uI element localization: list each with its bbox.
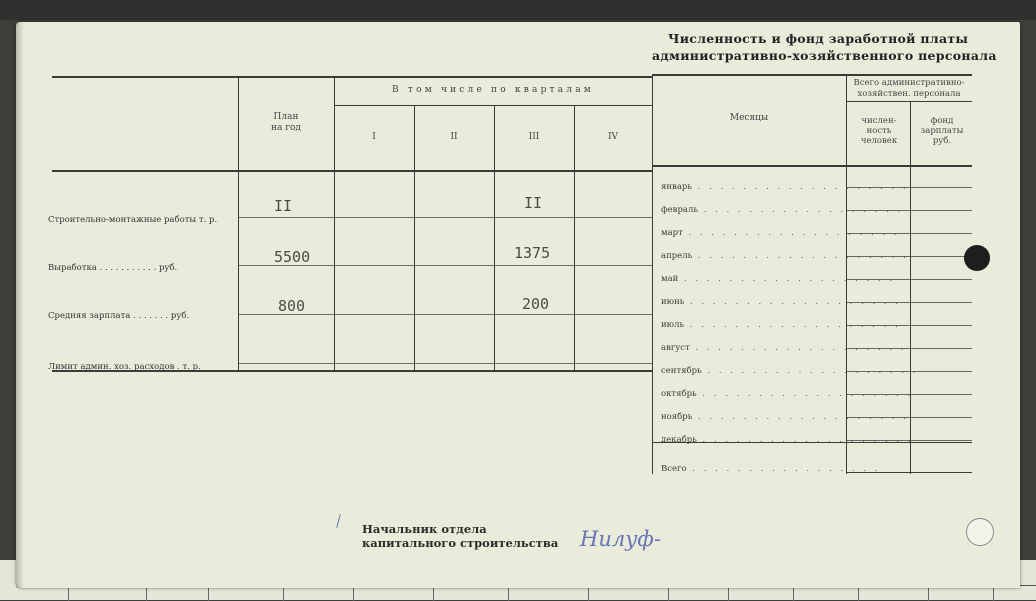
month-label: октябрь	[661, 389, 697, 399]
month-label: февраль	[661, 205, 699, 215]
month-row: декабрь . . . . . . . . . . . . . . . . . . .	[661, 435, 914, 445]
month-label: май	[661, 274, 679, 284]
left-table-vline-q2	[414, 106, 415, 370]
right-table-top-rule	[652, 74, 972, 76]
row-label-admin-limit: Лимит админ. хоз. расходов . т. р.	[48, 362, 201, 372]
month-row: май . . . . . . . . . . . . . . . . . . .	[661, 274, 896, 284]
document-sheet	[16, 22, 1020, 588]
signature-title-line1: Начальник отдела	[362, 522, 487, 536]
quarter-label-1: I	[372, 132, 376, 142]
quarter-label-4: IV	[607, 132, 619, 142]
quarter-label-2: II	[450, 132, 458, 142]
month-row: сентябрь . . . . . . . . . . . . . . . . . . .	[661, 366, 919, 376]
value-avg-salary-plan: 800	[278, 297, 306, 315]
right-table-header-rule	[652, 165, 972, 167]
quarter-label-3: III	[528, 132, 540, 142]
signature-title-line2: капитального строительства	[362, 536, 559, 550]
quarters-subheader-rule	[334, 105, 652, 106]
month-row: февраль . . . . . . . . . . . . . . . . . . .	[661, 205, 915, 215]
month-row: август . . . . . . . . . . . . . . . . . . .	[661, 343, 907, 353]
month-label: июнь	[661, 297, 685, 307]
value-avg-salary-q3: 200	[522, 295, 550, 313]
document-title-line2: административно-хозяйственного персонала	[652, 48, 997, 63]
left-table-vline-q4	[574, 106, 575, 370]
row-label-avg-salary: Средняя зарплата . . . . . . . руб.	[48, 311, 190, 321]
month-row: октябрь . . . . . . . . . . . . . . . . . . .	[661, 389, 914, 399]
month-row: январь . . . . . . . . . . . . . . . . . . .	[661, 182, 909, 192]
quarters-header: В том числе по кварталам	[392, 85, 594, 95]
handwritten-signature: Нилуф-	[580, 527, 661, 551]
row-rule-4	[238, 363, 652, 364]
month-label: март	[661, 228, 683, 238]
left-table-header-rule	[52, 170, 652, 172]
value-output-q3: 1375	[514, 244, 551, 262]
value-construction-q3: II	[524, 194, 543, 212]
month-total-label: Всего . . . . . . . . . . . . . . . . .	[661, 464, 881, 474]
left-table-vline-plan	[238, 76, 239, 370]
right-table-vline-months	[652, 74, 653, 474]
month-row: март . . . . . . . . . . . . . . . . . . .	[661, 228, 900, 238]
right-table-vline-fund	[910, 102, 911, 474]
punch-hole-upper	[964, 245, 990, 271]
scan-background-top	[0, 0, 1036, 20]
left-table-top-rule	[52, 76, 652, 78]
plan-header: План на год	[271, 112, 301, 133]
right-table-subheader-rule	[846, 101, 972, 102]
total-admin-header: Всего административно- хозяйствен. персонала	[853, 78, 965, 99]
sheet-edge-shadow	[16, 22, 24, 588]
value-output-plan: 5500	[274, 248, 311, 266]
month-label: август	[661, 343, 690, 353]
month-row: июль . . . . . . . . . . . . . . . . . . .	[661, 320, 901, 330]
month-row: апрель . . . . . . . . . . . . . . . . . . .	[661, 251, 909, 261]
month-label: январь	[661, 182, 692, 192]
month-label: декабрь	[661, 435, 697, 445]
document-title-line1: Численность и фонд заработной платы	[668, 31, 969, 46]
months-header: Месяцы	[729, 113, 769, 123]
month-label: ноябрь	[661, 412, 693, 422]
punch-hole-lower	[966, 518, 994, 546]
signature-tick-mark	[336, 514, 341, 528]
month-label: июль	[661, 320, 685, 330]
left-table-vline-q1	[334, 76, 335, 370]
value-construction-plan: II	[274, 197, 293, 215]
month-row: ноябрь . . . . . . . . . . . . . . . . . . .	[661, 412, 910, 422]
total-label: Всего	[661, 464, 687, 474]
headcount-header: числен- ность человек	[860, 116, 898, 146]
left-table-vline-q3	[494, 106, 495, 370]
month-label: апрель	[661, 251, 693, 261]
row-rule-1	[238, 217, 652, 218]
month-row: июнь . . . . . . . . . . . . . . . . . . .	[661, 297, 902, 307]
payroll-fund-header: фонд зарплаты руб.	[920, 116, 964, 146]
month-label: сентябрь	[661, 366, 702, 376]
row-label-construction: Строительно-монтажные работы т. р.	[48, 215, 218, 225]
row-label-output: Выработка . . . . . . . . . . . руб.	[48, 263, 178, 273]
